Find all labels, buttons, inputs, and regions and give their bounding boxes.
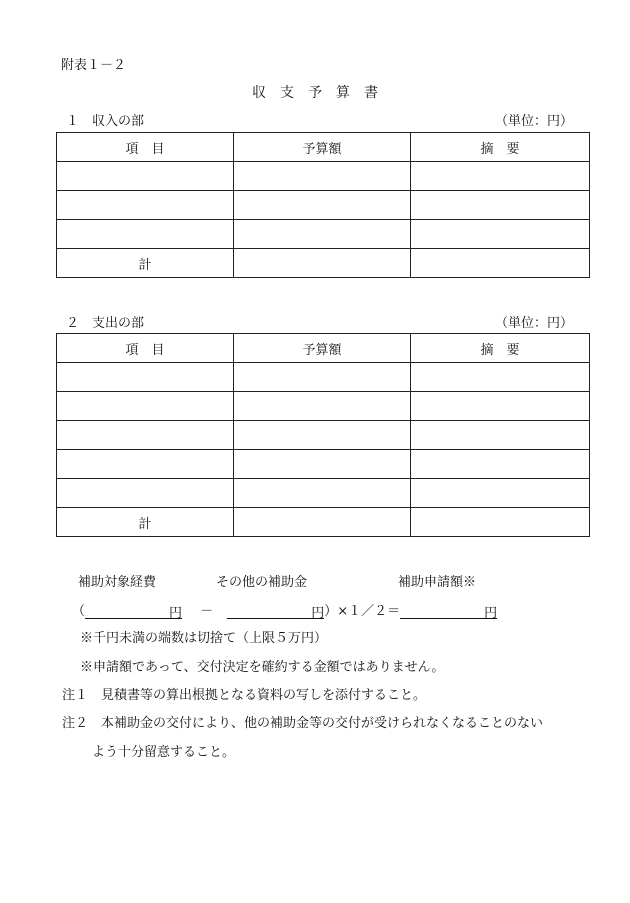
cell	[234, 421, 411, 450]
cell	[411, 249, 590, 278]
cell	[234, 220, 411, 249]
open-paren: （	[72, 604, 86, 619]
blank-eligible	[85, 602, 169, 619]
cell	[411, 479, 590, 508]
total-row	[57, 508, 590, 537]
blank-request	[400, 602, 484, 619]
label-eligible-expense: 補助対象経費	[78, 575, 157, 590]
cell	[234, 249, 411, 278]
calc-note-rounding: ※千円未満の端数は切捨て（上限５万円）	[80, 631, 328, 646]
label-other-subsidy: その他の補助金	[216, 575, 308, 590]
table-header-row	[57, 133, 590, 162]
cell	[411, 363, 590, 392]
table-row	[57, 450, 590, 479]
yen-unit: 円	[484, 602, 497, 619]
cell	[411, 220, 590, 249]
cell	[234, 363, 411, 392]
cell	[234, 162, 411, 191]
table-row	[57, 220, 590, 249]
cell	[57, 479, 234, 508]
table-row	[57, 479, 590, 508]
cell	[57, 220, 234, 249]
cell	[57, 162, 234, 191]
table-row	[57, 191, 590, 220]
header-item: 項 目	[57, 334, 234, 363]
label-request-amount: 補助申請額※	[398, 575, 477, 590]
table-row	[57, 392, 590, 421]
note-2-continuation: よう十分留意すること。	[92, 745, 236, 760]
income-table	[56, 132, 590, 278]
minus-sign: －	[200, 604, 214, 619]
cell	[411, 450, 590, 479]
total-label: 計	[57, 249, 234, 278]
table-row	[57, 363, 590, 392]
cell	[234, 392, 411, 421]
cell	[411, 508, 590, 537]
times-half: ）×１／２＝	[324, 604, 401, 619]
expense-heading: ２ 支出の部	[66, 316, 145, 331]
table-row	[57, 162, 590, 191]
cell	[411, 162, 590, 191]
calculation-formula	[72, 600, 497, 619]
total-row	[57, 249, 590, 278]
header-item: 項 目	[57, 133, 234, 162]
expense-table	[56, 333, 590, 537]
cell	[411, 191, 590, 220]
cell	[411, 421, 590, 450]
table-header-row	[57, 334, 590, 363]
blank-other	[227, 602, 311, 619]
cell	[234, 508, 411, 537]
header-summary: 摘 要	[411, 133, 590, 162]
cell	[57, 392, 234, 421]
income-unit: （単位：円）	[494, 114, 573, 129]
table-row	[57, 421, 590, 450]
total-label: 計	[57, 508, 234, 537]
note-1: 注１ 見積書等の算出根拠となる資料の写しを添付すること。	[62, 688, 427, 703]
cell	[57, 450, 234, 479]
cell	[234, 450, 411, 479]
cell	[411, 392, 590, 421]
cell	[57, 421, 234, 450]
yen-unit: 円	[311, 602, 324, 619]
cell	[57, 191, 234, 220]
header-budget: 予算額	[234, 334, 411, 363]
cell	[234, 191, 411, 220]
note-2: 注２ 本補助金の交付により、他の補助金等の交付が受けられなくなることのない	[62, 716, 544, 731]
cell	[234, 479, 411, 508]
document-title: 収 支 予 算 書	[252, 85, 378, 101]
cell	[57, 363, 234, 392]
income-heading: １ 収入の部	[66, 114, 145, 129]
header-budget: 予算額	[234, 133, 411, 162]
appendix-label: 附表１－２	[61, 58, 127, 73]
calc-note-request: ※申請額であって、交付決定を確約する金額ではありません。	[80, 660, 445, 675]
header-summary: 摘 要	[411, 334, 590, 363]
yen-unit: 円	[169, 602, 182, 619]
expense-unit: （単位：円）	[494, 316, 573, 331]
